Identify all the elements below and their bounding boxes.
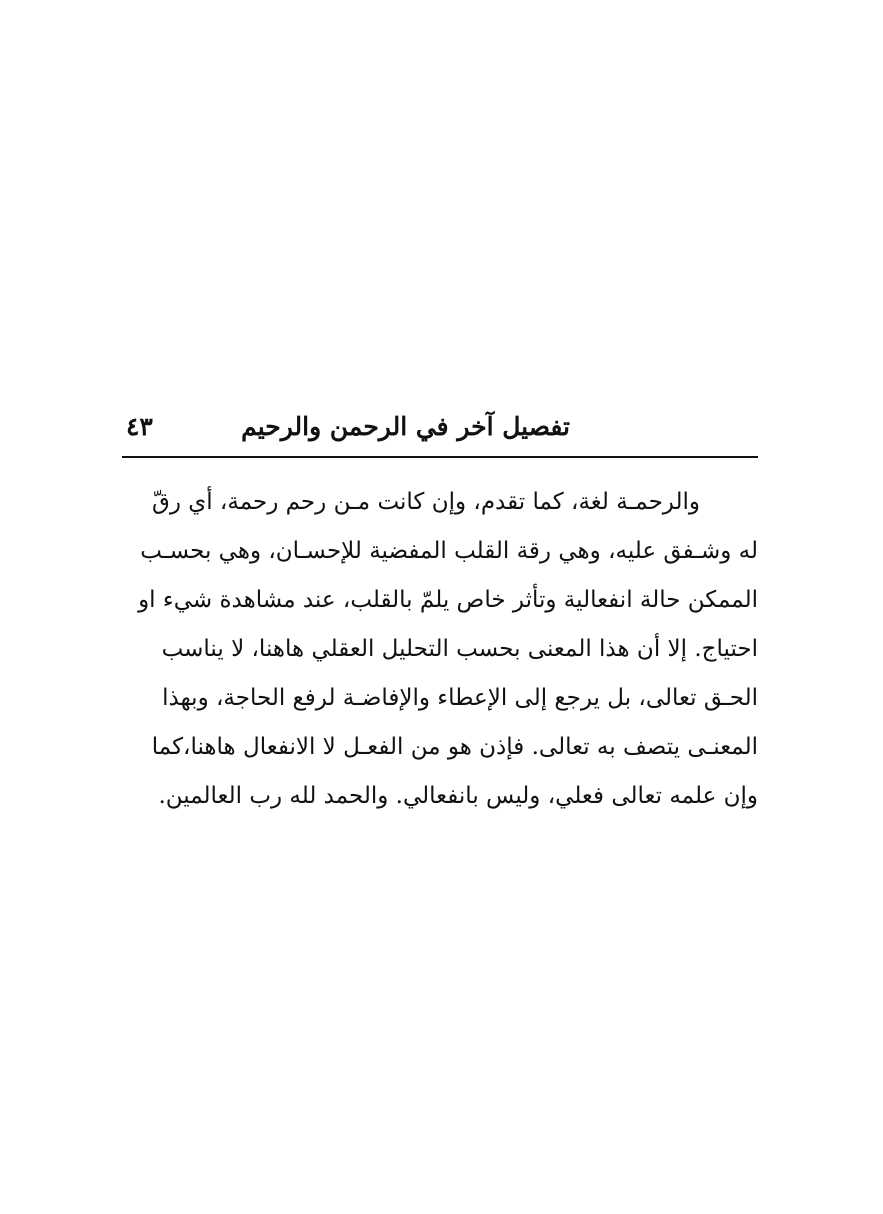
- body-paragraph: [122, 478, 758, 821]
- text-line-1: والرحمـة لغة، كما تقدم، وإن كانت مـن رحم رحمة، أي رقّ: [151, 489, 700, 515]
- header-divider: [122, 456, 758, 458]
- running-title: تفصيل آخر في الرحمن والرحيم: [241, 412, 570, 441]
- text-line-3: الممكن حالة انفعالية وتأثر خاص يلمّ بالقلب، عند مشاهدة شيء او: [138, 587, 758, 613]
- text-line-4: احتياج. إلا أن هذا المعنى بحسب التحليل العقلي هاهنا، لا يناسب: [161, 636, 758, 662]
- page-header: [122, 408, 758, 452]
- text-line-7: وإن علمه تعالى فعلي، وليس بانفعالي. والحمد لله رب العالمين.: [158, 783, 758, 809]
- text-line-2: له وشـفق عليه، وهي رقة القلب المفضية للإحسـان، وهي بحسـب: [140, 538, 758, 564]
- page-number: ٤٣: [126, 412, 153, 441]
- text-line-6: المعنـى يتصف به تعالى. فإذن هو من الفعـل لا الانفعال هاهنا،كما: [151, 734, 758, 760]
- text-line-5: الحـق تعالى، بل يرجع إلى الإعطاء والإفاضـة لرفع الحاجة، وبهذا: [162, 685, 758, 711]
